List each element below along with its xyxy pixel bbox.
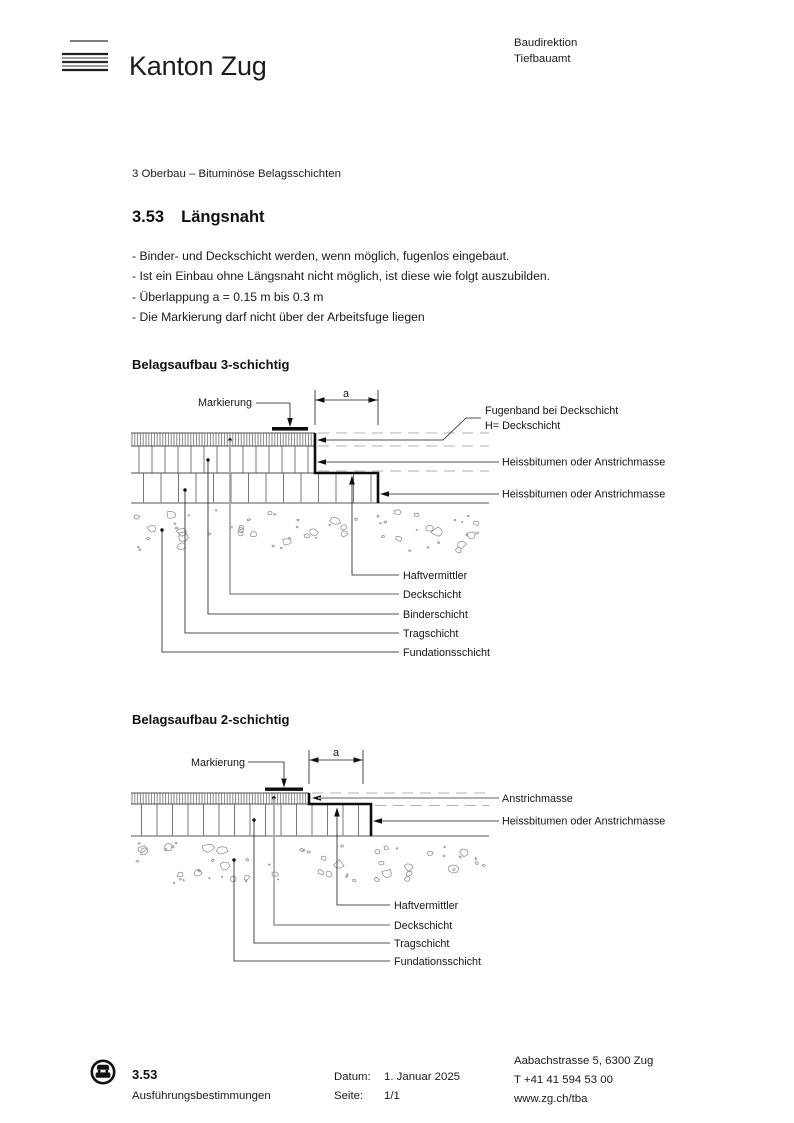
diagram2-title: Belagsaufbau 2-schichtig	[132, 712, 290, 727]
deckschicht-label: Deckschicht	[403, 589, 462, 601]
heissbitumen-label: Heissbitumen oder Anstrichmasse	[502, 815, 666, 828]
pavement-layers	[131, 433, 378, 503]
deckschicht-layer	[131, 433, 315, 446]
bullet-line: - Überlappung a = 0.15 m bis 0.3 m	[132, 290, 324, 304]
diagram-3-layer	[125, 383, 685, 668]
binderschicht-label: Binderschicht	[403, 609, 468, 621]
markierung-label: Markierung	[197, 397, 252, 409]
road-marking-bar	[272, 427, 308, 431]
haftvermittler-label: Haftvermittler	[403, 570, 468, 582]
tragschicht-label: Tragschicht	[403, 628, 459, 640]
footer-page-label: Seite:	[334, 1090, 364, 1102]
dimension-a	[309, 747, 363, 784]
org-block	[514, 36, 577, 67]
future-layer-dashes	[318, 433, 489, 471]
markierung-label: Markierung	[190, 757, 245, 769]
binderschicht-layer	[131, 446, 315, 473]
bullet-line: - Binder- und Deckschicht werden, wenn möglich, fugenlos eingebaut.	[132, 249, 510, 263]
road-traffic-icon	[89, 1058, 117, 1086]
footer-page-value: 1/1	[384, 1090, 400, 1102]
heissbitumen-label-1: Heissbitumen oder Anstrichmasse	[502, 456, 666, 469]
section-name: Längsnaht	[181, 208, 265, 226]
markierung-callout	[191, 757, 303, 791]
footer-contact-block	[514, 1052, 653, 1108]
heissbitumen-callout	[373, 816, 665, 828]
fundationsschicht-label: Fundationsschicht	[403, 647, 491, 659]
section-title	[132, 208, 265, 227]
section-number: 3.53	[132, 208, 165, 226]
org-department: Baudirektion	[514, 37, 578, 49]
markierung-callout	[198, 397, 308, 431]
diagram-2-layer	[125, 740, 685, 975]
tragschicht-layer	[131, 804, 371, 836]
gravel-fundationsschicht	[136, 842, 486, 883]
down-arrow-icon	[281, 779, 287, 788]
footer-website: www.zg.ch/tba	[514, 1092, 588, 1105]
heissbitumen-label-2: Heissbitumen oder Anstrichmasse	[502, 488, 666, 501]
footer-doc-type: Ausführungsbestimmungen	[132, 1090, 271, 1102]
footer-date-label: Datum:	[334, 1071, 371, 1083]
footer-address: Aabachstrasse 5, 6300 Zug	[514, 1055, 654, 1067]
fundationsschicht-label: Fundationsschicht	[394, 956, 482, 968]
canton-wordmark: Kanton Zug	[129, 51, 267, 81]
tragschicht-label: Tragschicht	[394, 938, 450, 950]
haftvermittler-label: Haftvermittler	[394, 900, 459, 912]
fugenband-label-2: H= Deckschicht	[485, 420, 561, 432]
breadcrumb: 3 Oberbau – Bituminöse Belagsschichten	[132, 168, 341, 180]
bullet-line: - Ist ein Einbau ohne Längsnaht nicht möglich, ist diese wie folgt auszubilden.	[132, 269, 551, 283]
fundationsschicht-callout	[232, 858, 481, 968]
footer-doc-number: 3.53	[132, 1067, 158, 1082]
diagram1-title: Belagsaufbau 3-schichtig	[132, 357, 290, 372]
anstrichmasse-label: Anstrichmasse	[502, 793, 573, 805]
road-marking-bar	[265, 788, 303, 791]
dimension-a-label: a	[332, 747, 340, 759]
footer-date-value: 1. Januar 2025	[384, 1071, 460, 1083]
fugenband-callout	[317, 405, 618, 443]
org-office: Tiefbauamt	[514, 52, 571, 65]
footer-phone: T +41 41 594 53 00	[514, 1073, 613, 1086]
kanton-zug-logo	[60, 37, 112, 75]
gravel-fundationsschicht	[134, 510, 479, 553]
heissbitumen-binder-callout	[317, 457, 665, 469]
fugenband-label-1: Fugenband bei Deckschicht	[485, 405, 619, 417]
dimension-a	[315, 388, 378, 425]
dimension-a-label: a	[342, 388, 350, 400]
tragschicht-layer	[131, 473, 378, 503]
deckschicht-layer	[131, 793, 309, 804]
down-arrow-icon	[287, 418, 293, 427]
heissbitumen-base-callout	[380, 489, 665, 501]
deckschicht-label: Deckschicht	[394, 920, 453, 932]
bullet-line: - Die Markierung darf nicht über der Arbeitsfuge liegen	[132, 310, 425, 324]
